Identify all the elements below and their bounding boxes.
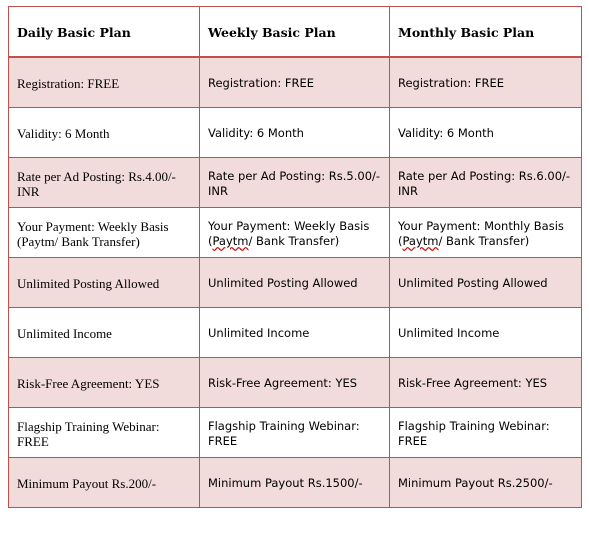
monthly-payment-spellcheck-word: Paytm [402, 233, 439, 248]
monthly-risk-free-cell: Risk-Free Agreement: YES [390, 358, 582, 408]
monthly-payment-text-start: Your Payment: Monthly Basis ( [398, 218, 564, 248]
daily-payment-text: Your Payment: Weekly Basis (Paytm/ Bank Transfer) [17, 218, 169, 249]
table-row-training-webinar [9, 408, 582, 458]
weekly-validity-cell: Validity: 6 Month [200, 108, 390, 158]
table-row-payment [9, 208, 582, 258]
weekly-payout-cell: Minimum Payout Rs.1500/- [200, 458, 390, 508]
weekly-income-cell: Unlimited Income [200, 308, 390, 358]
daily-risk-free-cell: Risk-Free Agreement: YES [9, 358, 200, 408]
daily-payment-cell [9, 208, 200, 258]
header-monthly-basic-plan: Monthly Basic Plan [390, 7, 582, 58]
monthly-webinar-cell: Flagship Training Webinar: FREE [390, 408, 582, 458]
daily-payout-cell: Minimum Payout Rs.200/- [9, 458, 200, 508]
monthly-payout-cell: Minimum Payout Rs.2500/- [390, 458, 582, 508]
table-row-risk-free [9, 358, 582, 408]
daily-rate-cell: Rate per Ad Posting: Rs.4.00/-INR [9, 158, 200, 208]
weekly-payment-text-end: / Bank Transfer) [248, 233, 340, 248]
weekly-registration-cell: Registration: FREE [200, 57, 390, 108]
daily-posting-cell: Unlimited Posting Allowed [9, 258, 200, 308]
monthly-payment-cell [390, 208, 582, 258]
table-row-unlimited-income [9, 308, 582, 358]
weekly-payment-spellcheck-word: Paytm [212, 233, 249, 248]
table-header-row [9, 7, 582, 58]
table-row-validity [9, 108, 582, 158]
monthly-payment-text-end: / Bank Transfer) [438, 233, 530, 248]
daily-income-cell: Unlimited Income [9, 308, 200, 358]
weekly-risk-free-cell: Risk-Free Agreement: YES [200, 358, 390, 408]
daily-validity-cell: Validity: 6 Month [9, 108, 200, 158]
monthly-income-cell: Unlimited Income [390, 308, 582, 358]
table-row-rate-per-ad [9, 158, 582, 208]
table-row-minimum-payout [9, 458, 582, 508]
monthly-registration-cell: Registration: FREE [390, 57, 582, 108]
monthly-posting-cell: Unlimited Posting Allowed [390, 258, 582, 308]
table-row-registration [9, 57, 582, 108]
weekly-posting-cell: Unlimited Posting Allowed [200, 258, 390, 308]
daily-webinar-cell: Flagship Training Webinar: FREE [9, 408, 200, 458]
plans-table [8, 6, 582, 508]
document-page [8, 6, 582, 508]
weekly-payment-text-start: Your Payment: Weekly Basis ( [208, 218, 370, 248]
daily-registration-cell: Registration: FREE [9, 57, 200, 108]
table-row-unlimited-posting [9, 258, 582, 308]
monthly-validity-cell: Validity: 6 Month [390, 108, 582, 158]
weekly-webinar-cell: Flagship Training Webinar: FREE [200, 408, 390, 458]
header-weekly-basic-plan: Weekly Basic Plan [200, 7, 390, 58]
weekly-rate-cell: Rate per Ad Posting: Rs.5.00/-INR [200, 158, 390, 208]
monthly-rate-cell: Rate per Ad Posting: Rs.6.00/-INR [390, 158, 582, 208]
header-daily-basic-plan: Daily Basic Plan [9, 7, 200, 58]
weekly-payment-cell [200, 208, 390, 258]
